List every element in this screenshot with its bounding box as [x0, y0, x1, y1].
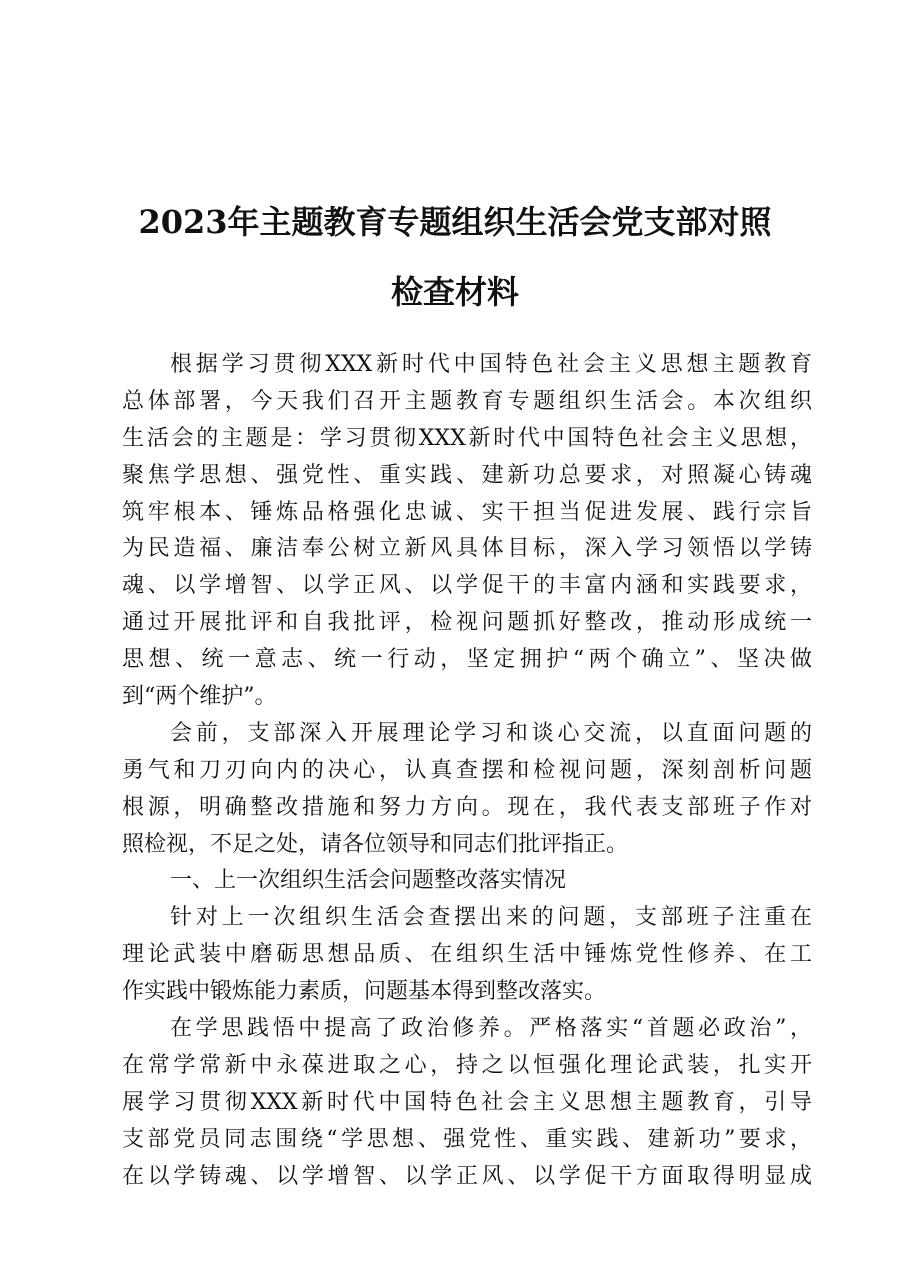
title-line-1: 2023年主题教育专题组织生活会党支部对照 [138, 203, 772, 241]
paragraph-line: 到“两个维护”。 [122, 684, 277, 710]
paragraph-line: 通过开展批评和自我批评，检视问题抓好整改，推动形成统一 [122, 610, 812, 636]
paragraph-line: 根源，明确整改措施和努力方向。现在，我代表支部班子作对 [122, 794, 812, 820]
paragraph-line: 展学习贯彻XXX新时代中国特色社会主义思想主题教育，引导 [122, 1089, 812, 1115]
document-body [122, 347, 812, 1195]
title-line-2: 检查材料 [390, 273, 519, 311]
paragraph-line: 理论武装中磨砺思想品质、在组织生活中锤炼党性修养、在工 [122, 942, 812, 968]
paragraph-line: 为民造福、廉洁奉公树立新风具体目标，深入学习领悟以学铸 [122, 536, 812, 562]
document-title [110, 187, 800, 327]
paragraph-line: 思想、统一意志、统一行动，坚定拥护“两个确立”、坚决做 [122, 647, 812, 673]
paragraph-line: 在以学铸魂、以学增智、以学正风、以学促干方面取得明显成 [122, 1163, 812, 1189]
paragraph-line: 生活会的主题是：学习贯彻XXX新时代中国特色社会主义思想， [122, 425, 812, 451]
paragraph-line: 在学思践悟中提高了政治修养。严格落实“首题必政治”， [170, 1016, 812, 1042]
paragraph-line: 针对上一次组织生活会查摆出来的问题，支部班子注重在 [170, 905, 812, 931]
paragraph-rectification-summary [122, 900, 812, 1011]
paragraph-line: 聚焦学思想、强党性、重实践、建新功总要求，对照凝心铸魂 [122, 462, 812, 488]
paragraph-line: 总体部署，今天我们召开主题教育专题组织生活会。本次组织 [122, 388, 812, 414]
paragraph-intro [122, 347, 812, 716]
paragraph-line: 勇气和刀刃向内的决心，认真查摆和检视问题，深刻剖析问题 [122, 757, 812, 783]
section-heading-text: 一、上一次组织生活会问题整改落实情况 [170, 868, 567, 894]
paragraph-line: 作实践中锻炼能力素质，问题基本得到整改落实。 [122, 979, 607, 1005]
paragraph-political-cultivation [122, 1011, 812, 1195]
paragraph-line: 在常学常新中永葆进取之心，持之以恒强化理论武装，扎实开 [122, 1052, 812, 1078]
paragraph-line: 会前，支部深入开展理论学习和谈心交流，以直面问题的 [170, 720, 812, 746]
paragraph-preparation [122, 716, 812, 864]
paragraph-line: 照检视，不足之处，请各位领导和同志们批评指正。 [122, 831, 629, 857]
paragraph-line: 魂、以学增智、以学正风、以学促干的丰富内涵和实践要求， [122, 573, 812, 599]
paragraph-line: 支部党员同志围绕“学思想、强党性、重实践、建新功”要求， [122, 1126, 812, 1152]
paragraph-line: 根据学习贯彻XXX新时代中国特色社会主义思想主题教育 [170, 352, 812, 377]
paragraph-line: 筑牢根本、锤炼品格强化忠诚、实干担当促进发展、践行宗旨 [122, 499, 812, 525]
section-heading-1 [122, 863, 812, 900]
